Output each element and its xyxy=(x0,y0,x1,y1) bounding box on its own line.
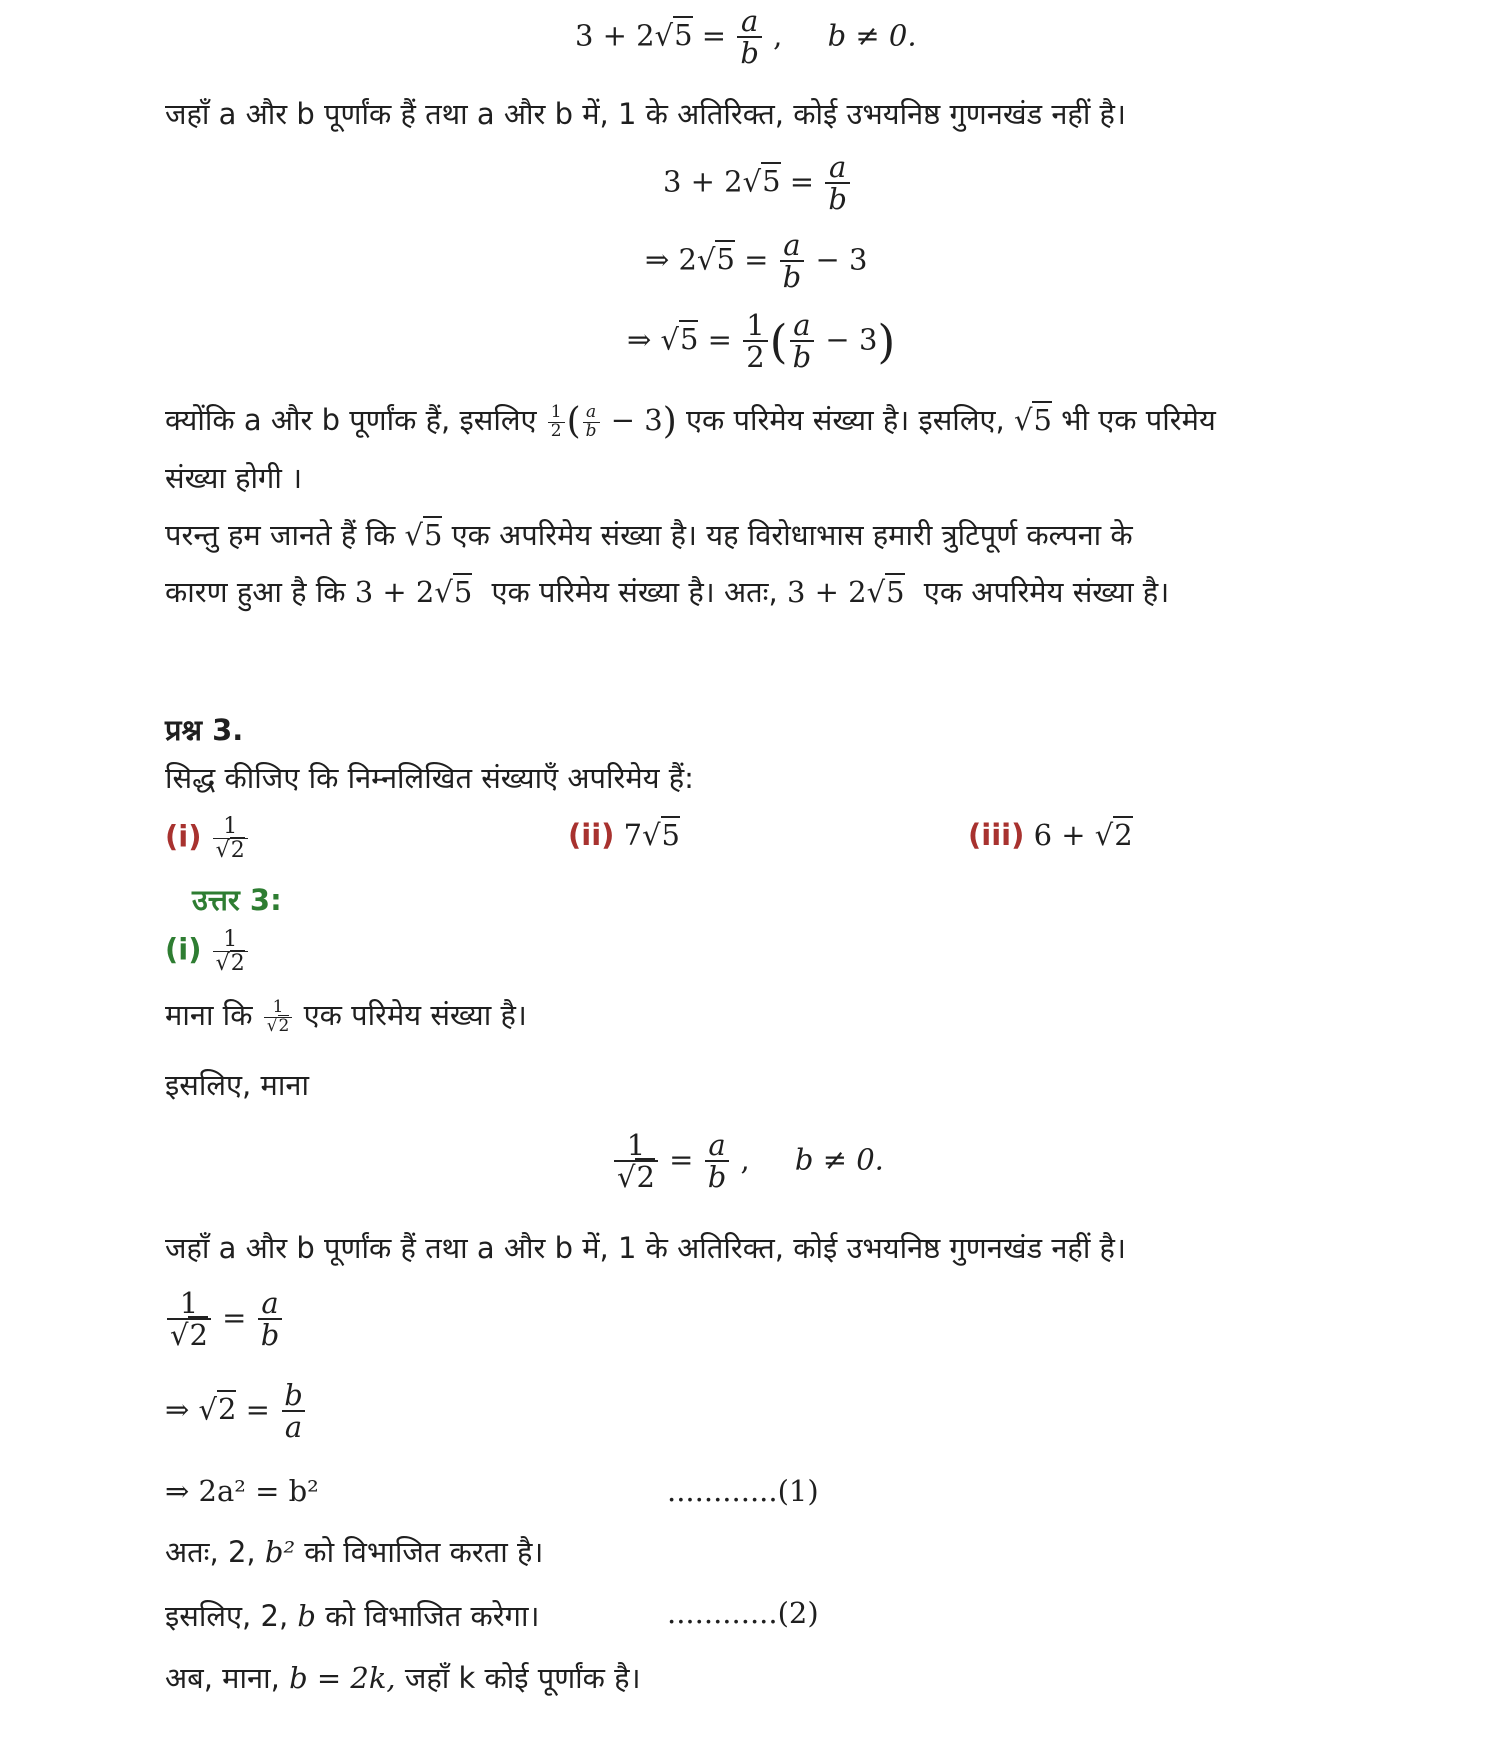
question-text: सिद्ध कीजिए कि निम्नलिखित संख्याएँ अपरिमेय हैं: xyxy=(165,761,694,795)
answer-step-1: $\frac{1}{√2}$ = $\frac{a}{b}$ xyxy=(165,1288,284,1351)
answer-title: उत्तर 3: xyxy=(192,883,282,917)
question-option-1: (i) $\frac{1}{√2}$ xyxy=(165,815,250,862)
paragraph-contradiction-line2: कारण हुआ है कि 3 + 2√5 एक परिमेय संख्या है। अतः, 3 + 2√5 एक अपरिमेय संख्या है। xyxy=(165,575,1170,609)
equation-assumption-top: 3 + 2√5 = $\frac{a}{b}$ , b ≠ 0. xyxy=(575,4,917,71)
paragraph-rational-conclusion-line2: संख्या होगी । xyxy=(165,461,303,495)
answer-divides-line: अतः, 2, b² को विभाजित करता है। xyxy=(165,1535,544,1569)
question-option-2: (ii) 7√5 xyxy=(568,818,680,852)
question-title: प्रश्न 3. xyxy=(165,713,244,747)
answer-step-3: ⇒ 2a² = b² xyxy=(165,1474,319,1508)
equation-reference-2: ............(2) xyxy=(667,1596,819,1630)
step-3: ⇒ √5 = $\frac{1}{2}$ ( $\frac{a}{b}$ − 3) xyxy=(627,308,896,375)
paragraph-contradiction-line1: परन्तु हम जानते हैं कि √5 एक अपरिमेय संख्या है। यह विरोधाभास हमारी त्रुटिपूर्ण कल्पना के xyxy=(165,518,1133,552)
where-text-1: जहाँ a और b पूर्णांक हैं तथा a और b में, 1 के अतिरिक्त, कोई उभयनिष्ठ गुणनखंड नहीं है। xyxy=(165,97,1126,131)
answer-equation: $\frac{1}{√2}$ = $\frac{a}{b}$ , b ≠ 0. xyxy=(612,1130,884,1193)
answer-divides-line-2: इसलिए, 2, b को विभाजित करेगा। xyxy=(165,1599,540,1633)
answer-where-text: जहाँ a और b पूर्णांक हैं तथा a और b में, 1 के अतिरिक्त, कोई उभयनिष्ठ गुणनखंड नहीं है। xyxy=(165,1231,1126,1265)
paragraph-rational-conclusion: क्योंकि a और b पूर्णांक हैं, इसलिए $\frac{1}{2}$ ( $\frac{a}{b}$ − 3) एक परिमेय संख्या है। इसलिए, √5 भी एक परिमेय xyxy=(165,401,1216,442)
answer-therefore: इसलिए, माना xyxy=(165,1068,309,1102)
question-option-3: (iii) 6 + √2 xyxy=(968,818,1133,852)
answer-assumption: माना कि $\frac{1}{√2}$ एक परिमेय संख्या है। xyxy=(165,996,527,1036)
answer-part-label: (i) $\frac{1}{√2}$ xyxy=(165,928,250,975)
equation-reference-1: ............(1) xyxy=(667,1474,819,1508)
step-2: ⇒ 2√5 = $\frac{a}{b}$ − 3 xyxy=(645,228,868,295)
step-1: 3 + 2√5 = $\frac{a}{b}$ xyxy=(663,152,852,215)
answer-last-line: अब, माना, b = 2k, जहाँ k कोई पूर्णांक है। xyxy=(165,1661,641,1695)
answer-step-2: ⇒ √2 = $\frac{b}{a}$ xyxy=(165,1380,308,1443)
